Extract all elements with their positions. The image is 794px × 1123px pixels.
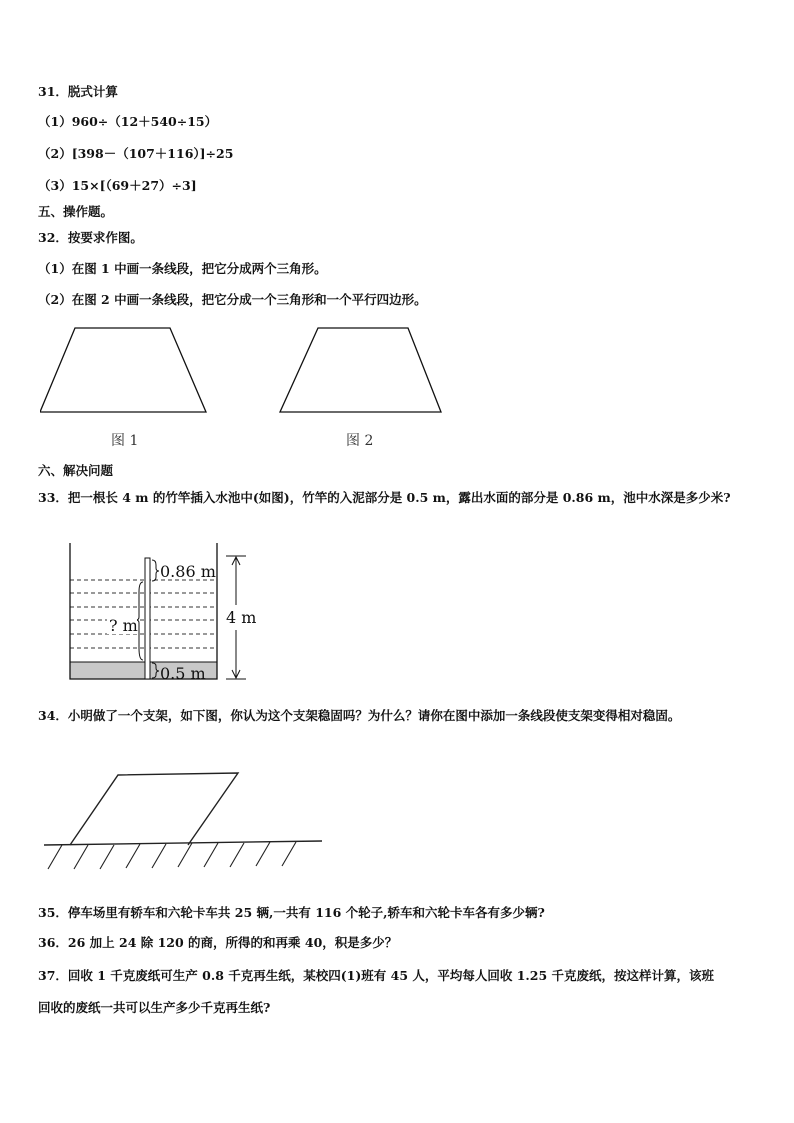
trapezoid-figure-1 — [40, 328, 206, 412]
q32-item-2: （2）在图 2 中画一条线段，把它分成一个三角形和一个平行四边形。 — [38, 292, 427, 307]
stand-diagram — [40, 765, 330, 880]
q32-item-1: （1）在图 1 中画一条线段，把它分成两个三角形。 — [38, 261, 327, 276]
trapezoid-figures — [40, 322, 460, 418]
section6-title: 六、解决问题 — [38, 463, 114, 478]
q32-title: 32．按要求作图。 — [38, 230, 143, 245]
q37-line-1: 37．回收 1 千克废纸可生产 0.8 千克再生纸，某校四(1)班有 45 人，平均每人回收 1.25 千克废纸，按这样计算，该班 — [38, 968, 715, 983]
label-total: 4 m — [226, 608, 257, 627]
q37-line-2: 回收的废纸一共可以生产多少千克再生纸? — [38, 1000, 271, 1015]
stand-frame — [70, 773, 238, 845]
section5-title: 五、操作题。 — [38, 204, 114, 219]
label-bottom: 0.5 m — [160, 664, 206, 683]
water-lines — [70, 580, 217, 648]
q31-item-2: （2）[398－（107＋116）]÷25 — [38, 146, 234, 161]
ground-hatching — [48, 842, 296, 869]
fig2-caption: 图 2 — [346, 433, 374, 449]
q34-text: 34．小明做了一个支架，如下图，你认为这个支架稳固吗？为什么？请你在图中添加一条线段使支架变得相对稳固。 — [38, 708, 681, 723]
q33-text: 33．把一根长 4 m 的竹竿插入水池中(如图)，竹竿的入泥部分是 0.5 m，露出水面的部分是 0.86 m，池中水深是多少米? — [38, 490, 731, 505]
ground-line — [44, 841, 322, 845]
bamboo-pole — [145, 558, 150, 679]
q31-title: 31．脱式计算 — [38, 84, 118, 99]
q35-text: 35．停车场里有轿车和六轮卡车共 25 辆,一共有 116 个轮子,轿车和六轮卡车各有多少辆? — [38, 905, 545, 920]
q31-item-3: （3）15×[（69＋27）÷3] — [38, 178, 197, 193]
fig1-caption: 图 1 — [111, 433, 139, 449]
label-top: 0.86 m — [160, 562, 216, 581]
pond-diagram — [62, 538, 272, 686]
trapezoid-figure-2 — [280, 328, 441, 412]
q31-item-1: （1）960÷（12＋540÷15） — [38, 114, 218, 129]
brace-top — [152, 560, 159, 581]
label-middle: ? m — [109, 616, 138, 635]
q36-text: 36．26 加上 24 除 120 的商，所得的和再乘 40，积是多少？ — [38, 935, 398, 950]
